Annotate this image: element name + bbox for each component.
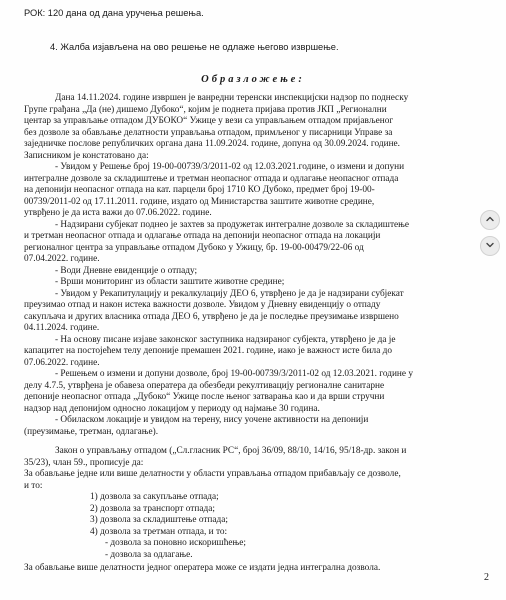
list-item: 2) дозвола за транспорт отпада; [90,503,215,514]
text-line: Групе грађана „Да (не) дишемо Дубоко“, којим је поднета пријава против ЈКП „Регионални [24,104,387,115]
text-line: 07.06.2022. године. [24,357,100,368]
text-line: (преузимање, третман, одлагање). [24,426,159,437]
text-line: утврђено је да иста важи до 07.06.2022. године. [24,208,212,218]
text-line: заједничке послове републичких органа дана 11.09.2024. године, допуна од 30.09.2024. године. [24,139,401,149]
text-line: регионалног центра за управљање отпадом Дубоко у Ужицу, бр. 19-00-00479/22-06 од [24,242,364,253]
chevron-up-icon [485,211,495,229]
text-line: - Врши мониторинг из области заштите животне средине; [55,277,285,287]
text-line: капацитет на постојећем телу депоније премашен 2021. године, иако је важност исте била до [24,346,393,356]
scroll-up-button[interactable] [480,210,500,230]
text-line: 35/23), члан 59., прописује да: [24,457,144,468]
list-item: - дозвола за поновно искоришћење; [105,538,246,548]
item-4-line: 4. Жалба изјављена на ово решење не одлаже његово извршење. [50,42,339,52]
text-line: За обављање једне или више делатности у области управљања отпадом прибављају се дозволе, [24,469,401,479]
closing-line: За обављање више делатности једног оператера може се издати једна интегрална дозвола. [24,563,381,573]
list-item: 3) дозвола за складиштење отпада; [90,515,228,525]
text-line: и то: [24,480,43,491]
text-line: депоније неопасног отпада „Дубоко“ Ужице после њеног затварања као и да врши стручни [24,392,385,402]
text-line: интегралне дозволе за складиштење и третман неопасног отпада и одлагање неопасног отпада [24,173,399,184]
text-line: преузимао отпад и након истека важности дозволе. Увидом у Дневну евиденцију о отпаду [24,300,381,310]
text-line: делу 4.7.5, утврђена је обавеза оператера да обезбеди рекултивацију регионалне санитарне [24,380,385,391]
text-line: - Води Дневне евиденције о отпаду; [55,265,198,276]
text-line: Закон о управљању отпадом („Сл.гласник РС“, број 36/09, 88/10, 14/16, 95/18-др. закон и [55,446,407,456]
text-line: сакупљача и других власника отпада ДЕО 6, утврђено је да је последње преузимање извршено [24,311,399,322]
text-line: без дозволе за обављање делатности управљања отпадом, примљеног у писарници Управе за [24,127,393,138]
text-line: 07.04.2022. године. [24,254,100,264]
list-item: - дозвола за одлагање. [105,549,193,560]
text-line: Записником је констатовано да: [24,150,149,161]
text-line: - Увидом у Рекапитулацију и рекалкулацију ДЕО 6, утврђено је да је надзирани субјекат [55,288,404,299]
text-line: - Увидом у Решење број 19-00-00739/3/2011-02 од 12.03.2021.године, о измени и допуни [55,162,405,172]
chevron-down-icon [485,237,495,255]
text-line: 00739/2011-02 од 17.11.2011. године, издато од Министарства заштите животне средине, [24,196,375,207]
scroll-down-button[interactable] [480,236,500,256]
text-line: - На основу писане изјаве законског заступника надзираног субјекта, утврђено је да је [55,334,396,345]
text-line: надзор над депонијом односно локацијом у периоду од најмање 30 година. [24,403,320,414]
list-item: 1) дозвола за сакупљање отпада; [90,492,219,502]
text-line: и третман неопасног отпада и одлагање отпада на депонији неопасног отпада на локацији [24,231,381,241]
text-line: - Решењем о измени и допуни дозволе, број 19-00-00739/3/2011-02 од 12.03.2021. године у [55,369,414,379]
deadline-line: РОК: 120 дана од дана уручења решења. [24,8,204,18]
section-title: Образложење: [201,74,305,85]
text-line: на депонији неопасног отпада на кат. парцели број 1710 КО Дубоко, предмет број 19-00- [24,185,375,195]
text-line: центар за управљање отпадом ДУБОКО“ Ужице у вези са управљањем отпадом пријављеног [24,116,394,126]
text-line: 04.11.2024. године. [24,323,100,333]
text-line: Дана 14.11.2024. године извршен је ванредни теренски инспекцијски надзор по поднеску [55,93,409,103]
page-number: 2 [484,572,489,583]
text-line: - Обиласком локације и увидом на терену, нису уочене активности на депонији [55,415,369,425]
list-item: 4) дозвола за третман отпада, и то: [90,526,228,537]
text-line: - Надзирани субјекат поднео је захтев за продужетак интегралне дозволе за складиштење [55,219,409,230]
